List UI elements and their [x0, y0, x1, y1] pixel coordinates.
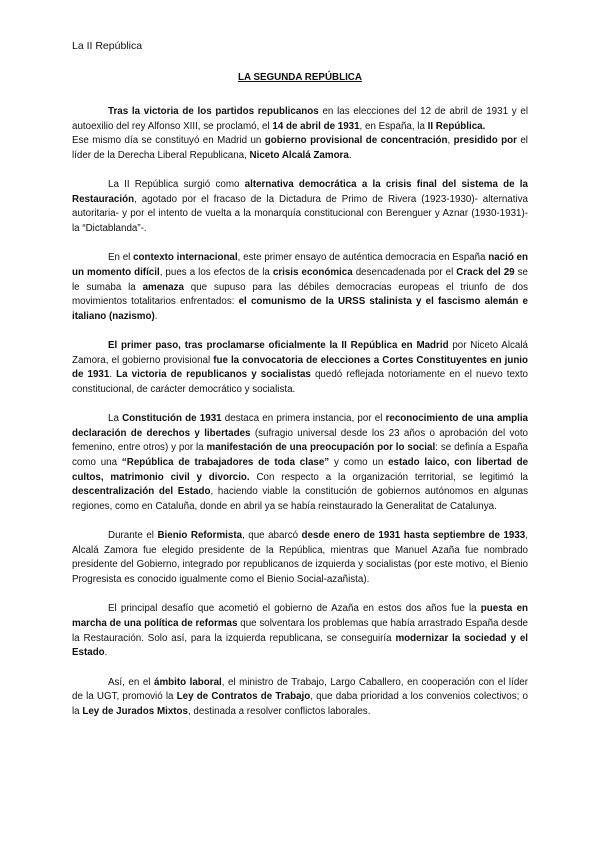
- text-span: Ese mismo día se constituyó en Madrid un: [72, 135, 265, 147]
- bold-text: fue la convocatoria de elecciones a Cortes Constituyentes en junio de 1931: [72, 354, 529, 381]
- paragraph: [72, 412, 528, 514]
- document-body: [72, 105, 528, 734]
- bold-text: 14 de abril de 1931: [272, 120, 360, 132]
- bold-text: Ley de Contratos de Trabajo: [176, 691, 311, 703]
- text-span: , este primer ensayo de auténtica democracia en España: [237, 252, 489, 264]
- text-span: , que daba prioridad a los convenios colectivos; o la: [72, 691, 528, 717]
- text-span: , pues a los efectos de la: [159, 266, 273, 278]
- bold-text: Crack del 29: [456, 266, 515, 278]
- bold-text: manifestación de una preocupación por lo social: [206, 442, 436, 454]
- bold-text: Constitución de 1931: [122, 413, 222, 425]
- text-span: .: [154, 310, 158, 322]
- bold-text: estado laico, con libertad de cultos, matrimonio civil y divorcio.: [72, 457, 529, 483]
- bold-text: Niceto Alcalá Zamora: [249, 149, 349, 161]
- bold-text: crisis económica: [272, 266, 353, 278]
- paragraph: [72, 339, 528, 397]
- text-span: que solventara los problemas que había arrastrado España desde la Restauración. Solo así, para la izquierda republicana, se conseguiría: [72, 618, 529, 644]
- bold-text: contexto internacional: [133, 252, 238, 264]
- text-span: , que abarcó: [242, 530, 302, 542]
- bold-text: Bienio Reformista: [157, 530, 243, 542]
- bold-text: descentralización del Estado: [72, 486, 211, 498]
- bold-text: alternativa democrática a la crisis final del sistema de la Restauración: [72, 179, 528, 205]
- text-span: , el ministro de Trabajo, Largo Caballero, en cooperación con el líder de la UGT, promovió la: [72, 676, 528, 703]
- text-span: La II República surgió como: [108, 179, 245, 191]
- paragraph: [72, 134, 528, 163]
- text-span: El principal desafío que acometió el gobierno de Azaña en estos dos años fue la: [108, 603, 481, 615]
- text-span: quedó reflejada notoriamente en el nuevo texto constitucional, de carácter democrático y socialista.: [72, 369, 528, 395]
- bold-text: gobierno provisional de concentración: [264, 135, 448, 147]
- text-span: Durante el: [108, 530, 158, 542]
- text-span: , destinada a resolver conflictos laborales.: [187, 705, 371, 717]
- paragraph: [72, 178, 528, 236]
- text-span: y como un: [329, 457, 389, 469]
- text-span: el líder de la Derecha Liberal Republicana,: [72, 135, 528, 161]
- bold-text: La victoria de republicanos y socialistas: [116, 369, 311, 381]
- bold-text: desde enero de 1931 hasta septiembre de 1933: [301, 530, 526, 542]
- text-span: (sufragio universal desde los 23 años o aprobación del voto femenino, entre otros) y por la: [72, 427, 528, 454]
- text-span: , agotado por el fracaso de la Dictadura de Primo de Rivera (1923-1930)- alternativa autoritaria- y por el intento de vuelta a la monarquía constitucional con Berenguer y Aznar (1930-1931)- la “Dictablanda”-.: [72, 193, 528, 234]
- text-span: que supuso para las débiles democracias europeas el triunfo de dos movimientos totalitarios enfrentados:: [72, 281, 528, 308]
- text-span: , Alcalá Zamora fue elegido presidente de la República, mientras que Manuel Azaña fue nombrado presidente del Gobierno, integrado por republicanos de izquierda y socialistas (por este motivo, el Bienio Progresista es conocido igualmente como el Bienio Social-azañista).: [72, 530, 528, 586]
- text-span: Así, en el: [108, 676, 154, 688]
- document-title: LA SEGUNDA REPÚBLICA: [238, 72, 362, 83]
- text-span: ,: [447, 135, 454, 147]
- text-span: .: [109, 369, 117, 381]
- bold-text: II República.: [427, 120, 486, 132]
- text-span: .: [348, 149, 352, 161]
- bold-text: presidido por: [453, 135, 517, 147]
- bold-text: el comunismo de la URSS stalinista y el fascismo alemán e italiano (nazismo): [72, 296, 528, 322]
- paragraph: [72, 105, 528, 134]
- text-span: , haciendo viable la constitución de gobiernos autónomos en algunas regiones, como en Cataluña, donde en abril ya se había reinstaurado la Generalitat de Catalunya.: [72, 486, 529, 512]
- text-span: en las elecciones del 12 de abril de 1931 y el autoexilio del rey Alfonso XIII, se proclamó, el: [72, 106, 529, 132]
- text-span: En el: [108, 252, 134, 264]
- paragraph: [72, 602, 528, 660]
- text-span: : se definía a España como una: [72, 442, 528, 469]
- paragraph: [72, 676, 528, 720]
- bold-text: reconocimiento de una amplia declaración de derechos y libertades: [72, 413, 528, 439]
- bold-text: nació en un momento difícil: [72, 252, 528, 278]
- text-span: por Niceto Alcalá Zamora, el gobierno provisional: [72, 340, 528, 366]
- bold-text: modernizar la sociedad y el Estado: [72, 632, 528, 659]
- bold-text: “República de trabajadores de toda clase”: [121, 457, 330, 469]
- paragraph: [72, 529, 528, 587]
- bold-text: amenaza: [142, 281, 184, 293]
- paragraph: [72, 251, 528, 324]
- bold-text: El primer paso, tras proclamarse oficialmente la II República en Madrid: [108, 340, 449, 352]
- text-span: .: [104, 647, 108, 659]
- text-span: destaca en primera instancia, por el: [221, 413, 386, 425]
- text-span: La: [108, 413, 123, 425]
- page-header: La II República: [72, 40, 143, 52]
- text-span: , en España, la: [359, 120, 428, 132]
- text-span: se le sumaba la: [72, 266, 528, 293]
- bold-text: Tras la victoria de los partidos republicanos: [108, 106, 319, 117]
- text-span: desencadenada por el: [352, 266, 457, 278]
- bold-text: ámbito laboral: [154, 676, 222, 688]
- text-span: Con respecto a la organización territorial, se legitimó la: [249, 471, 528, 483]
- bold-text: puesta en marcha de una política de reformas: [72, 603, 528, 629]
- bold-text: Ley de Jurados Mixtos: [82, 705, 188, 717]
